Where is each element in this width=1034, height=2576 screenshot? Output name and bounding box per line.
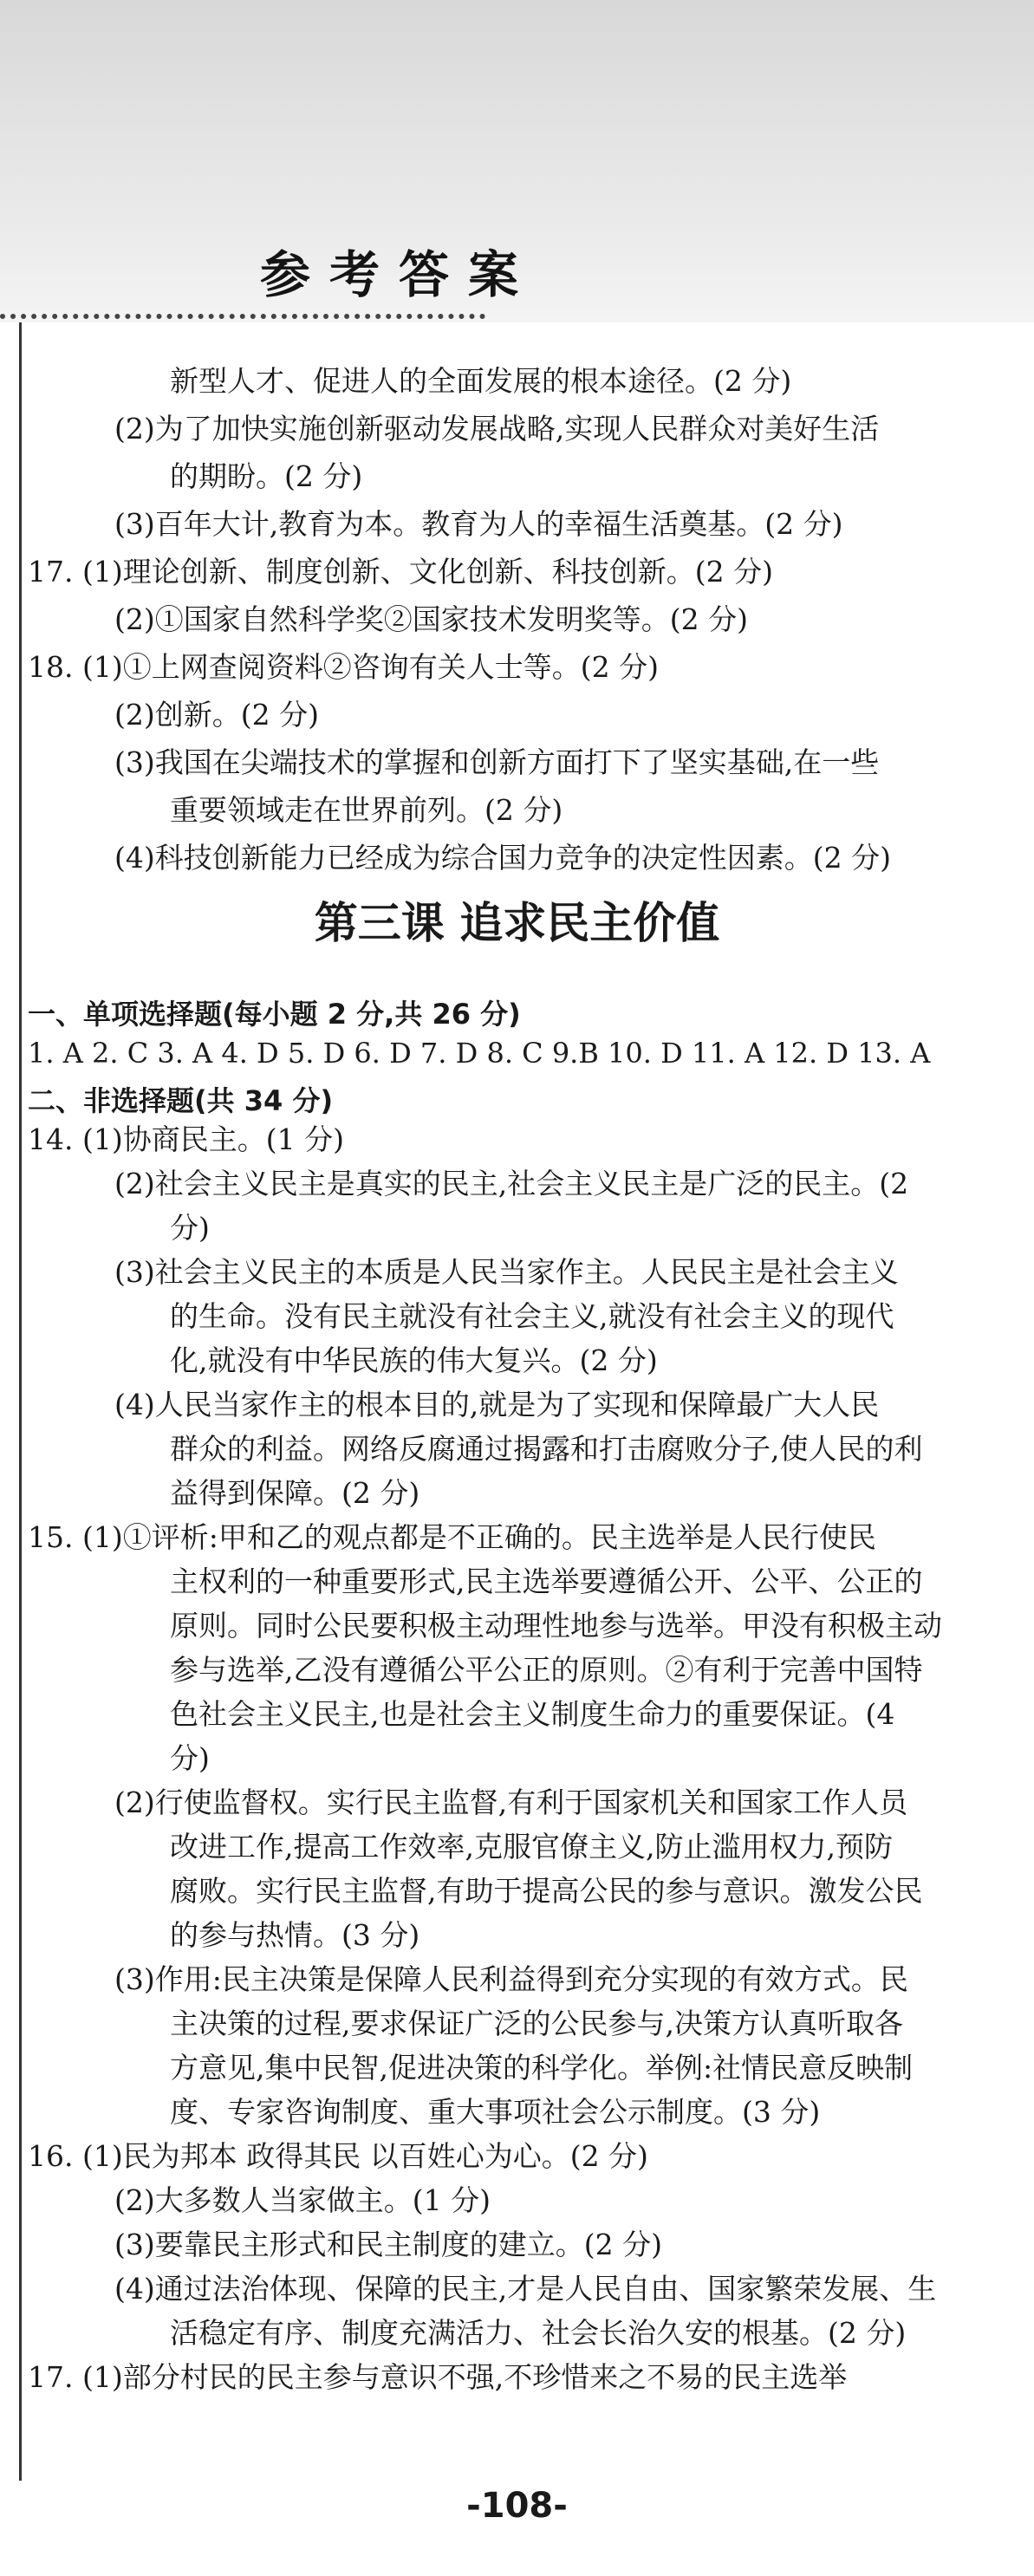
answer-line: 参与选举,乙没有遵循公平公正的原则。②有利于完善中国特 xyxy=(170,1653,923,1687)
section-heading-nonchoice: 二、非选择题(共 34 分) xyxy=(28,1084,334,1117)
answer-line: (4)科技创新能力已经成为综合国力竞争的决定性因素。(2 分) xyxy=(114,841,891,875)
answer-line: 分) xyxy=(170,1741,210,1775)
answer-line: 群众的利益。网络反腐通过揭露和打击腐败分子,使人民的利 xyxy=(170,1432,923,1466)
dotted-divider xyxy=(0,314,485,319)
answer-line: 主权利的一种重要形式,民主选举要遵循公开、公平、公正的 xyxy=(170,1564,923,1598)
answer-line: (2)社会主义民主是真实的民主,社会主义民主是广泛的民主。(2 xyxy=(114,1167,909,1200)
answer-line: (2)①国家自然科学奖②国家技术发明奖等。(2 分) xyxy=(114,602,748,636)
answer-line: (4)通过法治体现、保障的民主,才是人民自由、国家繁荣发展、生 xyxy=(114,2272,937,2306)
answer-line: 主决策的过程,要求保证广泛的公民参与,决策方认真听取各 xyxy=(170,2007,903,2040)
answer-line: 16. (1)民为邦本 政得其民 以百姓心为心。(2 分) xyxy=(28,2139,648,2173)
answer-line: 活稳定有序、制度充满活力、社会长治久安的根基。(2 分) xyxy=(170,2316,907,2350)
answer-line: 原则。同时公民要积极主动理性地参与选举。甲没有积极主动 xyxy=(170,1609,942,1643)
answer-line: (3)社会主义民主的本质是人民当家作主。人民民主是社会主义 xyxy=(114,1255,899,1289)
answer-line: 18. (1)①上网查阅资料②咨询有关人士等。(2 分) xyxy=(28,650,659,684)
answer-line: 的参与热情。(3 分) xyxy=(170,1918,420,1952)
answer-line: (2)大多数人当家做主。(1 分) xyxy=(114,2183,491,2217)
answer-line: 腐败。实行民主监督,有助于提高公民的参与意识。激发公民 xyxy=(170,1874,923,1908)
answer-line: 新型人才、促进人的全面发展的根本途径。(2 分) xyxy=(170,364,792,398)
answer-line: 重要领域走在世界前列。(2 分) xyxy=(170,793,563,827)
answer-line: 度、专家咨询制度、重大事项社会公示制度。(3 分) xyxy=(170,2095,821,2129)
answer-line: (3)要靠民主形式和民主制度的建立。(2 分) xyxy=(114,2228,662,2261)
page-title: 参考答案 xyxy=(259,245,537,304)
answer-line: 改进工作,提高工作效率,克服官僚主义,防止滥用权力,预防 xyxy=(170,1830,893,1864)
lesson-title: 第三课 追求民主价值 xyxy=(314,898,720,948)
answer-line: 17. (1)理论创新、制度创新、文化创新、科技创新。(2 分) xyxy=(28,555,773,589)
answer-line: (4)人民当家作主的根本目的,就是为了实现和保障最广大人民 xyxy=(114,1388,880,1421)
answer-line: 方意见,集中民智,促进决策的科学化。举例:社情民意反映制 xyxy=(170,2051,914,2085)
choice-answers: 1. A 2. C 3. A 4. D 5. D 6. D 7. D 8. C 9.B 10. D 11. A 12. D 13. A xyxy=(28,1037,931,1070)
answer-line: (2)行使监督权。实行民主监督,有利于国家机关和国家工作人员 xyxy=(114,1786,908,1819)
answer-line: 15. (1)①评析:甲和乙的观点都是不正确的。民主选举是人民行使民 xyxy=(28,1520,876,1554)
answer-line: 的生命。没有民主就没有社会主义,就没有社会主义的现代 xyxy=(170,1299,894,1333)
answer-line: 益得到保障。(2 分) xyxy=(170,1476,420,1510)
answer-line: 17. (1)部分村民的民主参与意识不强,不珍惜来之不易的民主选举 xyxy=(28,2360,848,2394)
answer-line: 14. (1)协商民主。(1 分) xyxy=(28,1122,344,1156)
answer-line: (3)作用:民主决策是保障人民利益得到充分实现的有效方式。民 xyxy=(114,1962,908,1996)
page-number: -108- xyxy=(466,2486,568,2526)
answer-line: (3)我国在尖端技术的掌握和创新方面打下了坚实基础,在一些 xyxy=(114,745,880,779)
answer-line: 分) xyxy=(170,1211,210,1245)
section-heading-choice: 一、单项选择题(每小题 2 分,共 26 分) xyxy=(28,998,521,1031)
answer-line: (2)创新。(2 分) xyxy=(114,698,319,732)
answer-line: 的期盼。(2 分) xyxy=(170,459,363,493)
answer-line: 色社会主义民主,也是社会主义制度生命力的重要保证。(4 xyxy=(170,1697,895,1731)
answer-line: 化,就没有中华民族的伟大复兴。(2 分) xyxy=(170,1343,658,1377)
left-margin-rule xyxy=(19,322,22,2481)
answer-line: (3)百年大计,教育为本。教育为人的幸福生活奠基。(2 分) xyxy=(114,507,843,541)
answer-line: (2)为了加快实施创新驱动发展战略,实现人民群众对美好生活 xyxy=(114,412,880,446)
